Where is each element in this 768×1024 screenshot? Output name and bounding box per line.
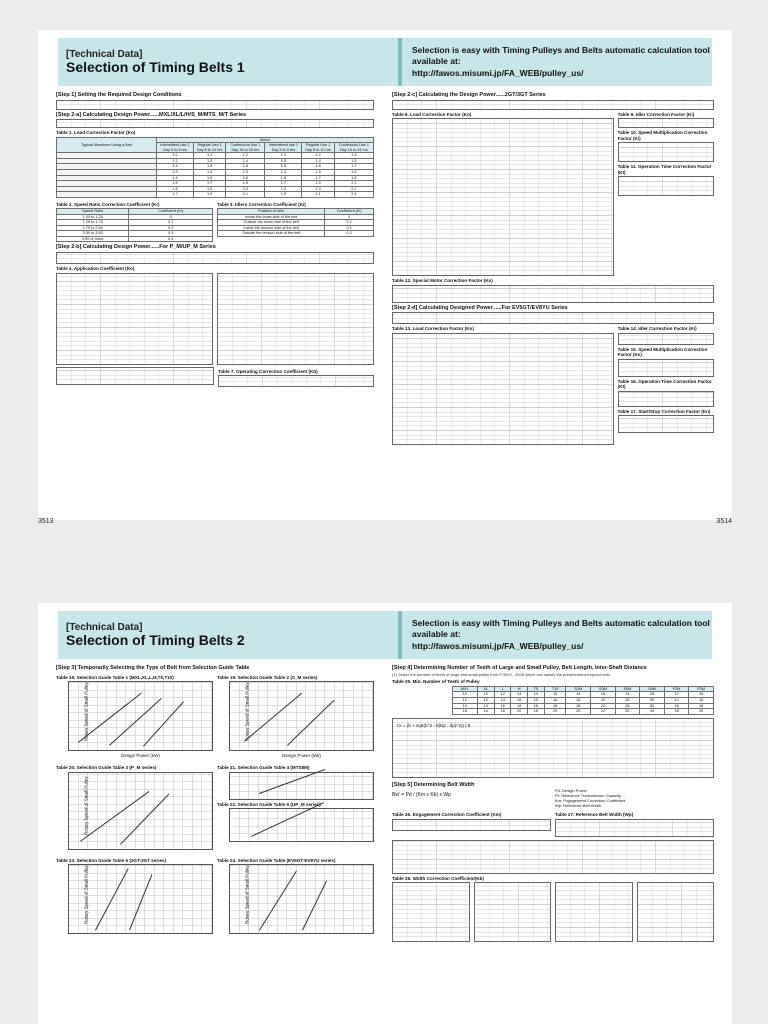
table-25-cell: 18	[566, 703, 591, 709]
table-25-cell: 10	[453, 692, 478, 698]
table-18-block	[56, 673, 213, 758]
table-1-cell: 2.4	[334, 192, 373, 198]
table-25-cell: 16	[453, 709, 478, 715]
table-1-cell: 1.6	[265, 175, 302, 181]
table-6-block	[392, 110, 614, 277]
left-column	[56, 663, 374, 1020]
table-25-col-header: XL	[477, 686, 494, 692]
table-1-cell: 1.7	[157, 192, 194, 198]
table-25-cell: 12	[477, 697, 494, 703]
table-1-cell: 1.7	[334, 164, 373, 170]
table-3-cell: 0	[325, 214, 374, 220]
table-2-head: Speed Ratio	[57, 209, 129, 215]
table-3-block	[217, 200, 374, 243]
guide-boundary-line	[259, 870, 297, 930]
guide-charts-row-1	[56, 673, 374, 758]
header-title-block	[58, 622, 398, 648]
table-25-cell: 14	[511, 692, 527, 698]
selection-guide-chart-3	[68, 772, 213, 850]
selection-guide-chart-7	[229, 864, 374, 934]
table-9-idler	[618, 118, 714, 128]
table-1-cell: 1.1	[265, 153, 302, 159]
table-3-idlers	[217, 208, 374, 237]
step-2c-heading: [Step 2-c] Calculating the Design Power......2GT/3GT Series	[392, 92, 546, 98]
table-14-caption: Table 14. Idler Correction Factor (Ki)	[617, 326, 697, 332]
page-title: Selection of Timing Belts 1	[66, 59, 245, 76]
table-10-caption: Table 10. Speed Multiplication Correction Factor (Ki)	[617, 130, 708, 141]
header-note	[402, 618, 712, 651]
table-4-5-row	[56, 273, 374, 365]
legend-line: Km: Engagement Correction Coefficient	[555, 797, 626, 803]
table-22-caption: Table 22. Selection Guide Table 5 (UP_M series)	[217, 801, 321, 807]
table-25-row	[453, 709, 714, 715]
table-28-width-correction-1	[392, 882, 470, 942]
table-14-idler	[618, 333, 714, 345]
legend-line: Pr: Reference Transmission Capacity	[555, 793, 622, 799]
table-25-cell: 20	[566, 709, 591, 715]
table-25-cell: 15	[544, 692, 566, 698]
table-15-speed-multiplication	[618, 359, 714, 377]
table-7-block	[218, 367, 374, 388]
chart-y-axis-label: Rotary Speed of Small Pulley	[83, 865, 89, 925]
table-1-col: Regular Use 1 Day 8 to 10 hrs	[302, 143, 334, 153]
table-25-cell: 14	[453, 703, 478, 709]
table-25-col-header: P2M	[664, 686, 689, 692]
step-1-heading: [Step 1] Setting the Required Design Conditions	[56, 92, 182, 98]
table-1-body	[57, 153, 374, 197]
center-distance-formula: Cr = (b + sqrt(b^2 - 8(Dp - dp)^2)) / 8	[397, 722, 471, 728]
belt-width-formula: Bw' = Pd / (Km x Kb) x Wp	[392, 792, 451, 799]
table-1-cell: 2.0	[302, 186, 334, 192]
table-3-row	[218, 231, 374, 237]
table-2-cell: 3.50 or more	[57, 236, 129, 242]
table-25-cell: 16	[527, 703, 544, 709]
chart-y-axis-label: Rotary Speed of Small Pulley	[83, 776, 89, 835]
table-5-speed-coefficient	[56, 367, 214, 385]
chart-x-axis-label: Design Power (kW)	[282, 752, 321, 758]
left-column	[56, 90, 374, 516]
belt-width-formula-row	[392, 789, 714, 808]
table-1-col: Continuous Use 1 Day 16 to 24 hrs	[334, 143, 373, 153]
table-18-caption: Table 18. Selection Guide Table 1 (MXL,XL,L,H,T5,T10)	[56, 674, 174, 680]
table-1-cell: 1.2	[226, 153, 265, 159]
page-number-left: 3513	[38, 518, 54, 525]
step-2b-formula-text	[56, 252, 374, 264]
header-tag: [Technical Data]	[66, 622, 143, 634]
table-13-block	[392, 324, 614, 445]
table-1-cell: 2.1	[226, 192, 265, 198]
selection-guide-chart-4	[229, 772, 374, 800]
right-column	[392, 663, 714, 1020]
table-2-body	[57, 214, 213, 242]
step-2b-heading: [Step 2-b] Calculating Design Power......For P_M/UP_M Series	[56, 244, 216, 251]
table-2-speed-ratio	[56, 208, 213, 242]
table-25-cell: 18	[591, 692, 616, 698]
right-column	[392, 90, 714, 516]
table-26-engagement	[392, 819, 551, 831]
table-25-col-header: S8M	[640, 686, 665, 692]
table-19-caption: Table 19. Selection Guide Table 2 (S_M series)	[217, 674, 318, 680]
table-1-cell: 1.5	[265, 164, 302, 170]
table-25-cell: 16	[566, 697, 591, 703]
tables-9-10-11-block	[618, 110, 714, 277]
step-4-formulas	[392, 718, 714, 778]
table-25-cell: 32	[640, 703, 665, 709]
selection-guide-chart-5	[229, 808, 374, 842]
table-25-cell: 15	[527, 697, 544, 703]
table-27-block	[555, 810, 714, 837]
tables-2-3-row	[56, 200, 374, 243]
table-13-row	[392, 324, 714, 445]
table-25-cell: 26	[615, 697, 640, 703]
table-25-col-header: S5M	[615, 686, 640, 692]
table-27-reference-width	[555, 819, 714, 837]
guide-boundary-line	[95, 868, 129, 930]
table-1-cell: 1.6	[302, 164, 334, 170]
step-2d-formula-text	[392, 312, 714, 324]
guide-boundary-line	[129, 874, 152, 930]
table-27-caption: Table 27. Reference Belt Width (Wp)	[555, 812, 634, 818]
table-1-cell: 1.4	[265, 169, 302, 175]
page-header-banner	[58, 38, 712, 86]
table-25-col-header: S3M	[591, 686, 616, 692]
table-25-cell: 16	[664, 703, 689, 709]
table-1-col: Intermittent use 1 Day 3 to 5 hrs	[265, 143, 302, 153]
step-3-heading: [Step 3] Temporarily Selecting the Type of Belt from Selection Guide Table	[56, 665, 250, 671]
table-1-cell: 1.6	[193, 175, 225, 181]
table-3-cell: Inside the loose side of the belt	[218, 214, 325, 220]
table-12-caption: Table 12. Special Motor Correction Factor (Ks)	[392, 278, 493, 284]
table-1-cell: 1.9	[193, 192, 225, 198]
chart-y-axis-label: Rotary Speed of Small Pulley	[83, 682, 89, 742]
table-25-cell: 16	[689, 697, 714, 703]
guide-charts-row-2	[56, 763, 374, 850]
tables-26-27-row	[392, 810, 714, 837]
table-2-cell: 0.3	[129, 231, 213, 237]
table-23-caption: Table 23. Selection Guide Table 6 (2GT-3GT series)	[56, 857, 167, 863]
table-1-cell: 1.4	[226, 158, 265, 164]
page-header-banner	[58, 611, 712, 659]
step-4-instruction: (1) Select the number of teeth of large and small pulley from P.3519 - 3526 which can satisfy the predetermined speed ratio.	[392, 671, 611, 677]
table-25-min-teeth	[452, 686, 714, 715]
table-2-row	[57, 236, 213, 242]
header-tag: [Technical Data]	[66, 49, 143, 61]
table-2-cell: 0.2	[129, 225, 213, 231]
table-11-operation-time	[618, 176, 714, 196]
guide-boundary-line	[109, 698, 162, 746]
guide-boundary-line	[287, 699, 334, 745]
page-number-right: 3514	[716, 518, 732, 525]
table-25-cell: 14	[494, 697, 510, 703]
table-1-col: Intermittent use 1 Day 3 to 5 hrs	[157, 143, 194, 153]
legend-line: Pd: Design Power	[555, 788, 588, 794]
header-note	[402, 45, 712, 78]
selection-guide-chart-6	[68, 864, 213, 934]
header-title-block	[58, 49, 398, 75]
table-25-cell: 16	[511, 697, 527, 703]
table-28-width-correction-2	[474, 882, 552, 942]
table-2-head: Coefficient (Kr)	[129, 209, 213, 215]
table-25-cell: 24	[615, 692, 640, 698]
chart-x-axis-label: Design Power (kW)	[121, 752, 160, 758]
guide-boundary-line	[120, 794, 169, 845]
step-2a-formula-text	[56, 119, 374, 128]
table-1-cell: 1.7	[302, 175, 334, 181]
table-2-cell: 1.75 to 2.50	[57, 225, 129, 231]
table-25-cell: 14	[566, 692, 591, 698]
table-1-load-correction	[56, 137, 374, 198]
table-25-cell: 22	[591, 703, 616, 709]
design-conditions-list	[56, 100, 374, 110]
guide-boundary-line	[244, 692, 302, 741]
table-2-cell: 2.50 to 3.50	[57, 231, 129, 237]
table-1-motor-head: Motor	[157, 137, 374, 143]
table-25-cell: 28	[640, 692, 665, 698]
machine-type-cell	[57, 192, 157, 198]
table-10-speed-multiplication	[618, 142, 714, 162]
table-1-cell: 1.9	[302, 181, 334, 187]
table-1-cell: 1.3	[334, 153, 373, 159]
table-25-cell: 15	[689, 692, 714, 698]
table-12-special-motor	[392, 285, 714, 303]
table-24-caption: Table 24. Selection Guide Table (EV5GT-EV8YU series)	[217, 857, 336, 863]
table-17-caption: Table 17. Start/Stop Correction Factor (Kn)	[617, 408, 711, 414]
table-21-caption: Table 21. Selection Guide Table 4 (MTS8M)	[217, 765, 310, 771]
table-25-col-header: S2M	[566, 686, 591, 692]
table-25-cell: 14	[477, 703, 494, 709]
table-26-block	[392, 810, 551, 837]
table-17-start-stop	[618, 415, 714, 433]
table-25-cell: 12	[664, 692, 689, 698]
table-1-rowhead: Typical Machines Using a Belt	[57, 137, 157, 153]
table-1-cell: 1.8	[157, 186, 194, 192]
table-1-cell: 1.5	[334, 158, 373, 164]
table-1-cell: 1.9	[226, 181, 265, 187]
table-3-cell: Outside the tension side of the belt	[218, 231, 325, 237]
table-25-cell: 18	[664, 709, 689, 715]
header-url[interactable]: http://fawos.misumi.jp/FA_WEB/pulley_us/	[412, 640, 584, 651]
table-3-cell: 0.2	[325, 231, 374, 237]
table-26-caption: Table 26. Engagement Correction Coefficient (Km)	[392, 812, 502, 818]
table-25-cell: 16	[477, 709, 494, 715]
table-1-cell: 1.9	[193, 186, 225, 192]
table-16-operation-time	[618, 391, 714, 407]
table-25-cell: 14	[664, 697, 689, 703]
tables-21-22-block	[217, 763, 374, 850]
table-2-cell: 0	[129, 214, 213, 220]
table-1-caption: Table 1. Load Correction Factor (Ko)	[56, 130, 136, 136]
table-1-cell: 1.4	[302, 158, 334, 164]
legend-line: Wp: Reference Belt Width	[555, 802, 602, 808]
table-1-col: Continuous Use 1 Day 16 to 24 hrs	[226, 143, 265, 153]
table-2-caption: Table 2. Speed Ratio Correction Coefficient (Kr)	[56, 201, 160, 207]
table-20-caption: Table 20. Selection Guide Table 3 (P_M series)	[56, 765, 157, 771]
table-25-cell: 34	[640, 709, 665, 715]
table-7-row	[56, 367, 374, 388]
table-4-application-coefficient	[56, 273, 213, 365]
page-title: Selection of Timing Belts 2	[66, 632, 245, 649]
table-3-caption: Table 3. Idlers Correction Coefficient (Ki)	[217, 201, 306, 207]
table-3-cell: 0.1	[325, 220, 374, 226]
table-1-cell: 2.1	[302, 192, 334, 198]
table-1-cell: 1.6	[226, 164, 265, 170]
table-16-caption: Table 16. Operation Time Correction Factor (Kt)	[617, 378, 712, 390]
table-11-caption: Table 11. Operation Time Correction Factor (Kt)	[617, 164, 712, 175]
selection-guide-chart-2	[229, 681, 374, 758]
table-25-col-header: MXL	[453, 686, 478, 692]
table-1-row	[57, 192, 374, 198]
table-25-cell: 18	[544, 703, 566, 709]
table-1-cell: 1.7	[193, 181, 225, 187]
table-6-load-correction	[392, 118, 614, 276]
selection-guide-chart-1	[68, 681, 213, 758]
table-25-cell: 18	[494, 709, 510, 715]
table-1-cell: 1.6	[226, 175, 265, 181]
table-1-cell: 1.7	[265, 181, 302, 187]
table-1-cell: 1.4	[157, 164, 194, 170]
table-1-cell: 1.5	[193, 164, 225, 170]
table-20-block	[56, 763, 213, 850]
table-25-cell: 20	[689, 709, 714, 715]
table-25-cell: 16	[544, 697, 566, 703]
table-7-operating-correction	[218, 375, 374, 387]
table-5-machine-types	[217, 273, 374, 365]
table-2-cell: 1.25 to 1.75	[57, 220, 129, 226]
table-1-cell: 2.1	[334, 181, 373, 187]
table-1-cell: 1.5	[302, 169, 334, 175]
table-25-col-header: T10	[544, 686, 566, 692]
formula-legend	[555, 789, 714, 808]
table-1-cell: 1.6	[334, 169, 373, 175]
table-25-cell: 30	[615, 709, 640, 715]
table-13-caption: Table 13. Load Correction Factor (Ko)	[392, 326, 474, 332]
table-25-cell: 24	[591, 709, 616, 715]
table-25-cell: 12	[453, 697, 478, 703]
table-1-cell: 1.4	[193, 169, 225, 175]
header-note-line: Selection is easy with Timing Pulleys and Belts automatic calculation tool available at:	[412, 45, 710, 67]
step-4-heading: [Step 4] Determining Number of Teeth of Large and Small Pulley, Belt Length, Inter-Shaft Distance	[392, 665, 647, 671]
table-3-head: Coefficient (Ki)	[325, 209, 374, 215]
table-28-caption: Table 28. Width Correction Coefficient(Kb)	[392, 875, 485, 881]
table-28-row	[392, 882, 714, 942]
table-2-cell: 1.00 to 1.25	[57, 214, 129, 220]
table-25-cell: 14	[527, 692, 544, 698]
table-25-col-header: T5	[527, 686, 544, 692]
step-5-formulas	[392, 840, 714, 874]
table-3-body	[218, 214, 374, 236]
table-2-cell: 0.1	[129, 220, 213, 226]
catalog-page-2	[38, 603, 732, 1024]
table-1-cell: 1.4	[157, 175, 194, 181]
tables-14-17-block	[618, 324, 714, 445]
table-25-caption: Table 25. Min. Number of Teeth of Pulley	[392, 679, 480, 685]
step-2c-formula-text	[392, 100, 714, 110]
table-1-cell: 1.3	[157, 169, 194, 175]
table-9-caption: Table 9. Idler Correction Factor (Ki)	[617, 111, 695, 117]
table-25-cell: 18	[527, 709, 544, 715]
table-25-cell: 12	[494, 692, 510, 698]
table-25-col-header: H	[511, 686, 527, 692]
table-3-cell: Inside the tension side of the belt	[218, 225, 325, 231]
step-2a-heading: [Step 2-a] Calculating Design Power......MXL/XL/L/H/S_M/MTS_M/T Series	[56, 111, 247, 118]
table-1-cell: 1.3	[193, 158, 225, 164]
table-2-cell: 0.4	[129, 236, 213, 242]
guide-boundary-line	[251, 802, 324, 837]
table-24-block	[217, 856, 374, 935]
table-3-head: Position of Idler	[218, 209, 325, 215]
table-1-cell: 1.9	[265, 192, 302, 198]
table-25-cell: 30	[640, 697, 665, 703]
table-1-cell: 1.2	[157, 158, 194, 164]
table-1-cell: 1.0	[157, 153, 194, 159]
table-4-caption: Table 4. Application Coefficient (Ko)	[56, 266, 135, 272]
table-1-col: Regular Use 1 Day 8 to 10 hrs	[193, 143, 225, 153]
guide-boundary-line	[259, 769, 325, 794]
table-25-body	[453, 692, 714, 714]
table-1-cell: 1.8	[334, 175, 373, 181]
table-25-cell: 20	[591, 697, 616, 703]
table-2-block	[56, 200, 213, 243]
table-25-col-header: P3M	[689, 686, 714, 692]
table-1-cell: 1.5	[157, 181, 194, 187]
table-25-cell: 20	[511, 709, 527, 715]
guide-charts-row-3	[56, 856, 374, 935]
table-6-row	[392, 110, 714, 277]
table-1-cell: 1.5	[226, 169, 265, 175]
table-28-width-correction-3	[555, 882, 633, 942]
table-1-cell: 1.2	[302, 153, 334, 159]
table-6-caption: Table 6. Load Correction Factor (Ko)	[392, 111, 472, 117]
table-25-cell: 18	[689, 703, 714, 709]
table-13-load-correction	[392, 333, 614, 445]
table-25-cell: 18	[511, 703, 527, 709]
header-url[interactable]: http://fawos.misumi.jp/FA_WEB/pulley_us/	[412, 67, 584, 78]
table-7-caption: Table 7. Operating Correction Coefficient (Kh)	[218, 368, 318, 374]
chart-y-axis-label: Rotary Speed of Small Pulley	[244, 865, 250, 925]
table-3-cell: 0.1	[325, 225, 374, 231]
table-23-block	[56, 856, 213, 935]
catalog-page-1	[38, 30, 732, 525]
table-15-caption: Table 15. Speed Multiplication Correction Factor (Ks)	[617, 346, 708, 358]
table-19-block	[217, 673, 374, 758]
table-1-cell: 2.2	[334, 186, 373, 192]
table-1-cell: 1.1	[193, 153, 225, 159]
table-1-cell: 1.3	[265, 158, 302, 164]
table-25-cell: 28	[615, 703, 640, 709]
step-2d-heading: [Step 2-d] Calculating Designed Power......For EV5GT/EV8YU Series	[392, 304, 568, 311]
guide-boundary-line	[80, 791, 149, 842]
guide-boundary-line	[302, 880, 327, 930]
table-1-cell: 1.9	[265, 186, 302, 192]
header-note-line: Selection is easy with Timing Pulleys and Belts automatic calculation tool available at:	[412, 618, 710, 640]
table-25-cell: 20	[544, 709, 566, 715]
chart-y-axis-label: Rotary Speed of Small Pulley	[244, 682, 250, 742]
step-5-heading: [Step 5] Determining Belt Width	[392, 781, 475, 788]
table-25-cell: 10	[477, 692, 494, 698]
table-28-width-correction-4	[637, 882, 715, 942]
table-25-col-header: L	[494, 686, 510, 692]
table-1-cell: 2.0	[226, 186, 265, 192]
table-25-cell: 16	[494, 703, 510, 709]
table-3-cell: Outside the loose side of the belt	[218, 220, 325, 226]
